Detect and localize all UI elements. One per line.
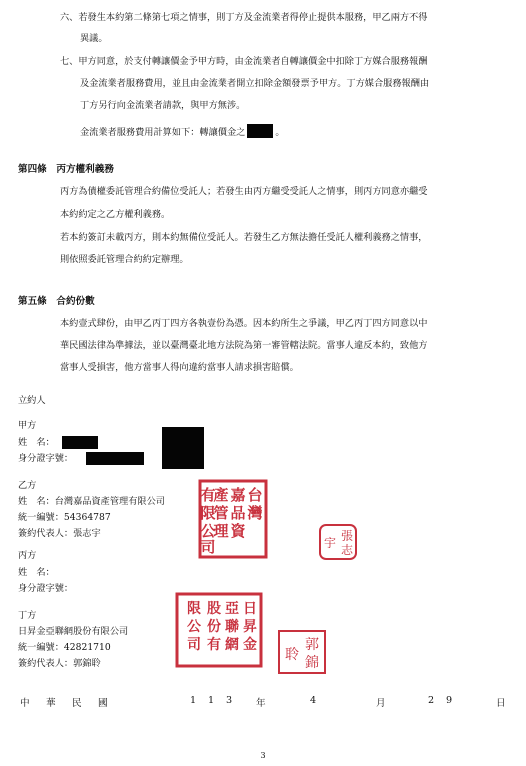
clause-7-line-1: 七、甲方同意，於支付轉讓價金予甲方時，由金流業者自轉讓價金中扣除丁方媒合服務報酬 [60,56,428,67]
svg-text:日: 日 [243,601,257,617]
party-a-label: 甲方 [18,420,37,431]
svg-text:司: 司 [187,637,201,653]
svg-text:份: 份 [207,619,221,635]
redacted-party-a-seal [162,427,204,469]
svg-text:公: 公 [200,522,216,540]
date-month-label: 月 [376,698,386,709]
clause-6-line-2: 異議。 [80,33,108,44]
article-4-p1-line-2: 本約約定之乙方權利義務。 [60,209,171,220]
svg-text:品: 品 [230,504,246,522]
page-number: 3 [260,751,266,760]
party-a-id-label: 身分證字號： [18,453,74,464]
article-5-line-3: 當事人受損害，他方當事人得向違約當事人請求損害賠償。 [60,362,299,373]
party-d-tax-id: 統一編號：42821710 [18,642,111,653]
party-b-representative: 簽約代表人：張志宇 [18,528,101,539]
party-c-name-label: 姓 名： [18,567,55,578]
redacted-fee-rate [247,124,273,138]
date-year-digit: 1 [208,695,215,706]
svg-text:理: 理 [213,522,229,540]
date-year-digit: 1 [190,695,197,706]
party-c-id-label: 身分證字號： [18,583,74,594]
date-year-label: 年 [256,698,266,709]
clause-7-line-3: 丁方另行向金流業者請款，與甲方無涉。 [80,100,246,111]
clause-7-line-4 [80,124,285,139]
article-4-p1-line-1: 丙方為債權委託管理合約備位受託人；若發生由丙方繼受受託人之情事，則丙方同意亦繼受 [60,186,428,197]
article-5-line-2: 華民國法律為準據法，並以臺灣臺北地方法院為第一審管轄法院。當事人違反本約，致他方 [60,340,428,351]
date-year-digit: 3 [226,695,233,706]
svg-text:有: 有 [207,637,221,653]
svg-text:網: 網 [225,637,239,653]
fee-formula-text: 金流業者服務費用計算如下：轉讓價金之 [80,127,246,138]
date-day-label: 日 [496,698,506,709]
article-5-line-1: 本約壹式肆份，由甲乙丙丁四方各執壹份為憑。因本約所生之爭議，甲乙丙丁四方同意以中 [60,318,428,329]
party-d-company-seal [174,591,264,669]
party-d-label: 丁方 [18,610,37,621]
party-d-company: 日昇金亞聯網股份有限公司 [18,626,129,637]
svg-text:宇: 宇 [323,536,337,550]
svg-text:產: 產 [213,486,229,504]
party-b-name: 姓 名：台灣嘉品資產管理有限公司 [18,496,165,507]
article-4-p2-line-2: 則依照委託管理合約約定辦理。 [60,254,189,265]
svg-text:台: 台 [247,486,263,504]
clause-7-line-2: 及金流業者服務費用，並且由金流業者開立扣除金額發票予甲方。丁方媒合服務報酬由 [80,78,430,89]
svg-text:限: 限 [200,504,216,522]
party-b-tax-id: 統一編號：54364787 [18,512,111,523]
svg-text:昇: 昇 [243,619,257,635]
party-a-name-label: 姓 名： [18,437,55,448]
svg-text:張: 張 [340,529,354,543]
date-era-char: 華 [46,698,56,709]
svg-text:有: 有 [200,486,216,504]
party-b-personal-seal [318,523,358,561]
party-b-label: 乙方 [18,480,37,491]
redacted-party-a-name [62,436,98,449]
svg-text:限: 限 [187,601,201,617]
party-d-representative: 簽約代表人：郭錦聆 [18,658,101,669]
date-day-digit: 2 [428,695,435,706]
party-c-label: 丙方 [18,550,37,561]
svg-text:聯: 聯 [225,619,239,635]
clause-6-line-1: 六、若發生本約第二條第七項之情事，則丁方及金流業者得停止提供本服務，甲乙兩方不得 [60,12,428,23]
signing-date [18,695,508,709]
svg-text:金: 金 [243,637,257,653]
svg-text:聆: 聆 [285,647,299,663]
date-era-char: 中 [20,698,30,709]
svg-text:灣: 灣 [247,504,263,522]
svg-text:錦: 錦 [305,655,319,671]
svg-text:嘉: 嘉 [230,486,246,504]
svg-text:郭: 郭 [305,637,319,653]
date-era-char: 國 [98,698,108,709]
article-4-heading: 第四條 丙方權利義務 [18,164,114,175]
svg-text:股: 股 [207,601,221,617]
fee-formula-end: 。 [275,127,285,138]
date-day-digit: 9 [446,695,453,706]
date-era-char: 民 [72,698,82,709]
svg-text:公: 公 [187,619,201,635]
svg-text:志: 志 [340,543,354,557]
svg-text:資: 資 [230,522,246,540]
signatories-title: 立約人 [18,395,46,406]
article-5-heading: 第五條 合約份數 [18,296,95,307]
date-month: 4 [310,695,317,706]
svg-text:司: 司 [200,538,216,556]
party-d-personal-seal [277,629,327,675]
svg-text:管: 管 [213,504,229,522]
redacted-party-a-id [86,452,144,465]
svg-text:亞: 亞 [225,601,239,617]
party-b-company-seal [197,478,269,560]
article-4-p2-line-1: 若本約簽訂未載丙方，則本約無備位受託人。若發生乙方無法擔任受託人權利義務之情事， [60,232,428,243]
